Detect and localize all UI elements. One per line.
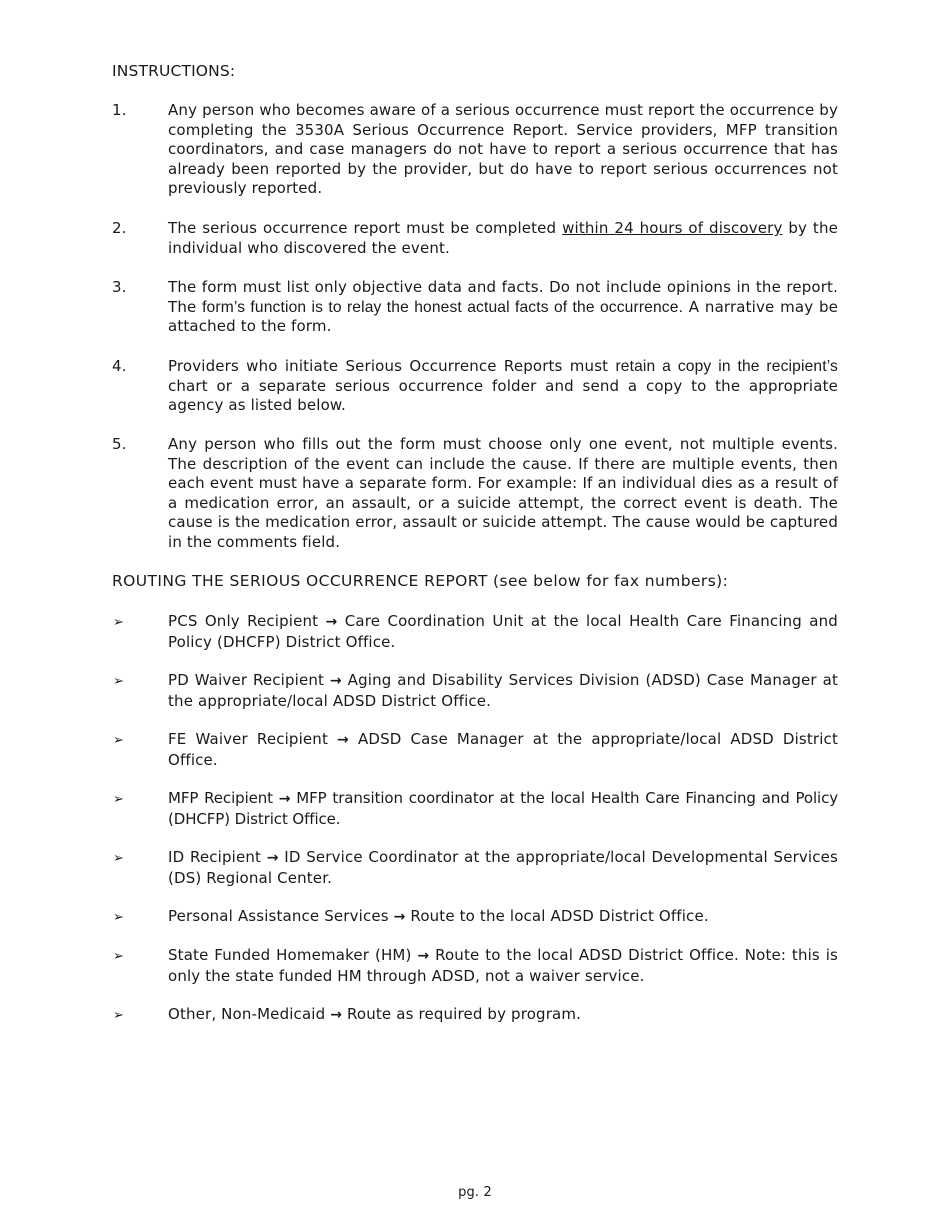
bullet-arrow-icon: ➢ [113,949,125,964]
instruction-text: The serious occurrence report must be completed within 24 hours of discovery by the individual who discovered the event. [168,219,838,257]
right-arrow-icon: → [266,850,279,866]
routing-text: ID Recipient → ID Service Coordinator at the appropriate/local Developmental Services (DS) Regional Center. [168,848,838,887]
right-arrow-icon: → [330,1007,343,1023]
bullet-arrow-icon: ➢ [113,1008,125,1023]
routing-text: MFP Recipient → MFP transition coordinator at the local Health Care Financing and Policy (DHCFP) District Office. [168,789,839,828]
routing-text: PD Waiver Recipient → Aging and Disability Services Division (ADSD) Case Manager at the appropriate/local ADSD District Office. [168,671,838,710]
routing-text: Personal Assistance Services → Route to the local ADSD District Office. [168,907,709,925]
right-arrow-icon: → [325,614,338,630]
bullet-arrow-icon: ➢ [113,674,125,689]
page-number: pg. 2 [458,1185,492,1200]
bullet-arrow-icon: ➢ [113,792,125,807]
routing-text: Other, Non-Medicaid → Route as required by program. [168,1005,582,1023]
instructions-heading: INSTRUCTIONS: [112,62,236,80]
item-number: 3. [112,278,127,296]
instruction-text: Any person who becomes aware of a serious occurrence must report the occurrence by completing the 3530A Serious Occurrence Report. Service providers, MFP transition coordinators, and case managers do not have to report a serious occurrence that has already been reported by the provider, but do have to report serious occurrences not previously reported. [168,101,838,198]
instruction-text: Providers who initiate Serious Occurrence Reports must retain a copy in the recipient’s chart or a separate serious occurrence folder and send a copy to the appropriate agency as listed below. [168,357,838,415]
right-arrow-icon: → [393,909,406,925]
bullet-arrow-icon: ➢ [113,910,125,925]
item-number: 1. [112,101,127,119]
routing-heading: ROUTING THE SERIOUS OCCURRENCE REPORT (see below for fax numbers): [112,572,729,590]
routing-text: State Funded Homemaker (HM) → Route to the local ADSD District Office. Note: this is only the state funded HM through ADSD, not a waiver service. [168,946,839,985]
right-arrow-icon: → [329,673,342,689]
bullet-arrow-icon: ➢ [113,615,125,630]
routing-text: PCS Only Recipient → Care Coordination Unit at the local Health Care Financing and Policy (DHCFP) District Office. [168,612,838,651]
item-number: 5. [112,435,127,453]
instruction-text: The form must list only objective data and facts. Do not include opinions in the report. The form’s function is to relay the honest actual facts of the occurrence. A narrative may be attached to the form. [168,278,839,336]
right-arrow-icon: → [337,732,349,748]
bullet-arrow-icon: ➢ [113,851,125,866]
right-arrow-icon: → [278,791,291,807]
routing-text: FE Waiver Recipient → ADSD Case Manager at the appropriate/local ADSD District Office. [168,730,838,769]
item-number: 4. [112,357,127,375]
right-arrow-icon: → [417,948,430,964]
item-number: 2. [112,219,127,237]
bullet-arrow-icon: ➢ [113,733,125,748]
deadline-emphasis: within 24 hours of discovery [562,219,783,237]
instruction-text: Any person who fills out the form must choose only one event, not multiple events. The description of the event can include the cause. If there are multiple events, then each event must have a separate form. For example: If an individual dies as a result of a medication error, an assault, or a suicide attempt, the correct event is death. The cause is the medication error, assault or suicide attempt. The cause would be captured in the comments field. [168,435,838,551]
